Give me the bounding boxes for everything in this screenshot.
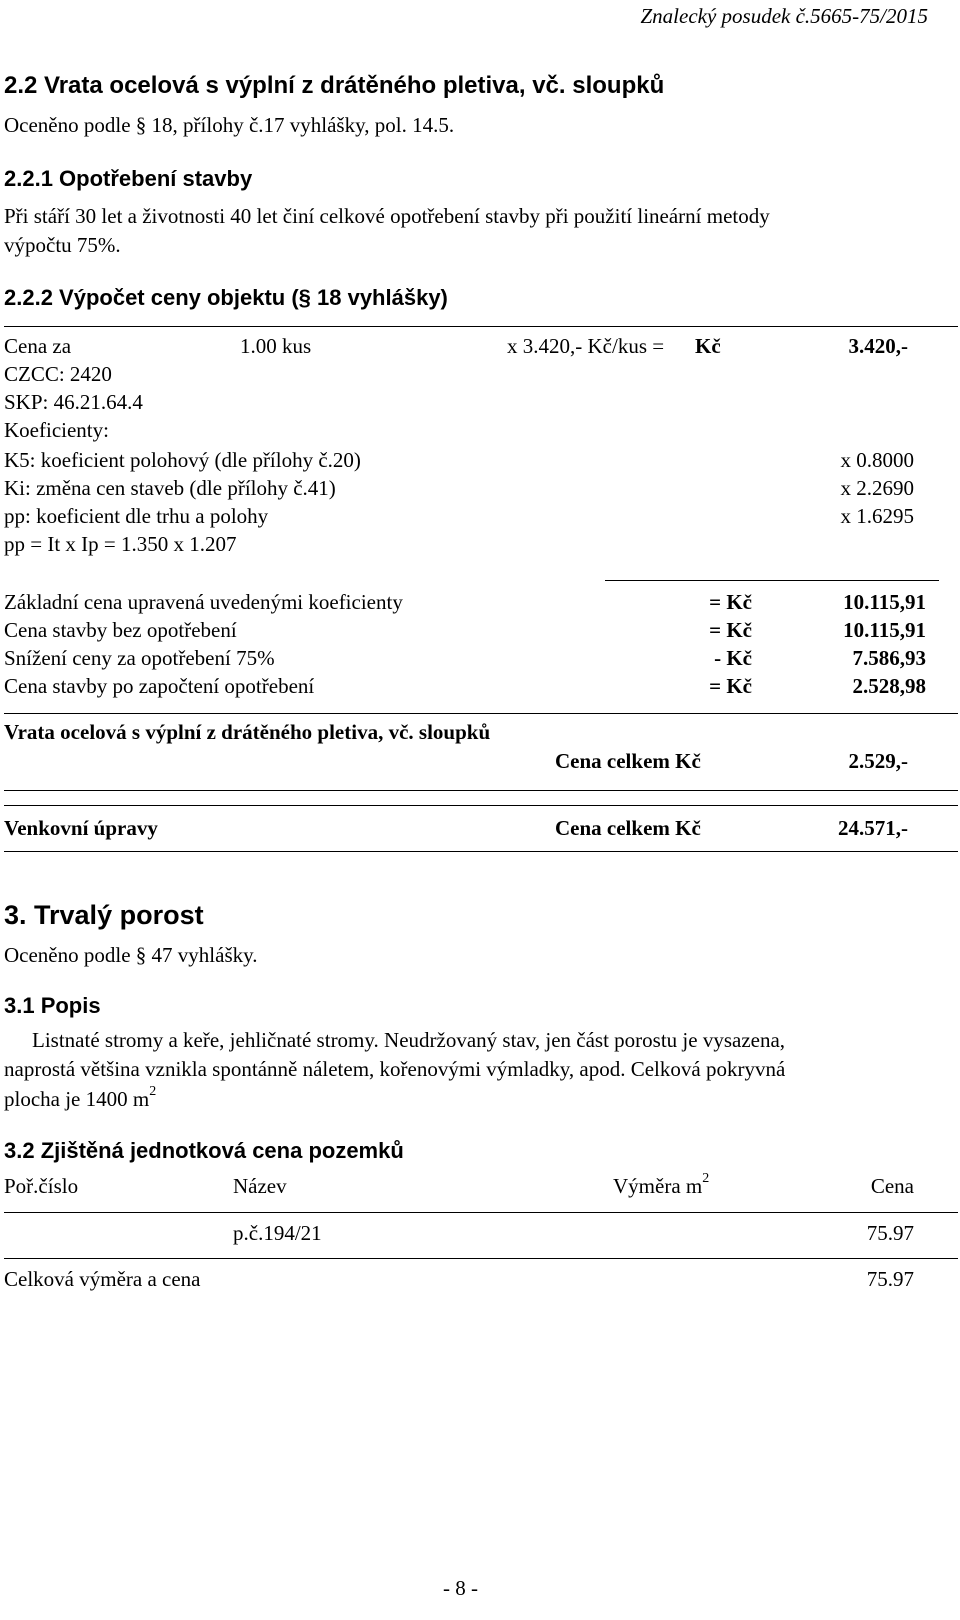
calc-row-op: = Kč [709, 590, 752, 614]
quantity: 1.00 kus [240, 334, 312, 358]
czcc-code: CZCC: 2420 [4, 362, 112, 386]
description-line2: naprostá většina vznikla spontánně náletem, kořenovými výmladky, apod. Celková pokryvná [4, 1057, 786, 1081]
superscript-2: 2 [149, 1084, 157, 1099]
unit-price: x 3.420,- Kč/kus = [507, 334, 665, 358]
calc-row-label: Cena stavby bez opotřebení [4, 618, 237, 642]
price-label: Cena za [4, 334, 72, 358]
outdoor-works-total-value: 24.571,- [838, 816, 908, 840]
section-heading-2-2-1: 2.2.1 Opotřebení stavby [4, 166, 253, 191]
description-line1: Listnaté stromy a keře, jehličnaté stromy. Neudržovaný stav, jen část porostu je vysazena, [32, 1028, 786, 1052]
outdoor-works-total-label: Cena celkem Kč [555, 816, 701, 840]
currency-label: Kč [695, 334, 721, 358]
coef-pp-value: x 1.6295 [840, 504, 914, 528]
coef-k5-label: K5: koeficient polohový (dle přílohy č.20) [4, 448, 361, 472]
table-divider [4, 1258, 958, 1259]
valuation-basis-3: Oceněno podle § 47 vyhlášky. [4, 943, 258, 967]
summary-total-label: Cena celkem Kč [555, 749, 701, 773]
divider [4, 790, 958, 791]
table-header-name: Název [233, 1174, 287, 1198]
divider [4, 805, 958, 806]
calc-row-value: 10.115,91 [843, 590, 926, 614]
coef-pp-label: pp: koeficient dle trhu a polohy [4, 504, 269, 528]
description-line3-text: plocha je 1400 m [4, 1087, 150, 1111]
table-header-area [613, 1173, 709, 1199]
calc-row-value: 2.528,98 [852, 674, 926, 698]
depreciation-text-line2: výpočtu 75%. [4, 233, 121, 257]
sum-underline [605, 580, 939, 581]
calc-row-op: = Kč [709, 674, 752, 698]
section-heading-3-2: 3.2 Zjištěná jednotková cena pozemků [4, 1138, 404, 1163]
divider [4, 851, 958, 852]
table-row-price: 75.97 [866, 1221, 914, 1245]
page-number: - 8 - [443, 1576, 478, 1600]
description-line3 [4, 1086, 156, 1112]
calc-row-op: = Kč [709, 618, 752, 642]
section-heading-2-2: 2.2 Vrata ocelová s výplní z drátěného pletiva, vč. sloupků [4, 72, 665, 99]
divider [4, 713, 958, 714]
divider [4, 326, 958, 327]
skp-code: SKP: 46.21.64.4 [4, 390, 143, 414]
document-header: Znalecký posudek č.5665-75/2015 [640, 4, 928, 28]
calc-row-op: - Kč [714, 646, 752, 670]
table-total-price: 75.97 [866, 1267, 914, 1291]
table-header-number: Poř.číslo [4, 1174, 79, 1198]
valuation-basis: Oceněno podle § 18, přílohy č.17 vyhlášky, pol. 14.5. [4, 113, 455, 137]
coefficients-label: Koeficienty: [4, 418, 109, 442]
table-total-label: Celková výměra a cena [4, 1267, 201, 1291]
table-header-price: Cena [870, 1174, 914, 1198]
section-heading-3: 3. Trvalý porost [4, 900, 204, 930]
section-heading-2-2-2: 2.2.2 Výpočet ceny objektu (§ 18 vyhlášky) [4, 285, 448, 310]
calc-row-value: 7.586,93 [852, 646, 926, 670]
calc-row-value: 10.115,91 [843, 618, 926, 642]
summary-total-value: 2.529,- [848, 749, 908, 773]
coef-ki-label: Ki: změna cen staveb (dle přílohy č.41) [4, 476, 336, 500]
table-header-area-text: Výměra m [613, 1174, 703, 1198]
section-heading-3-1: 3.1 Popis [4, 993, 101, 1018]
base-total: 3.420,- [848, 334, 908, 358]
depreciation-text-line1: Při stáří 30 let a životnosti 40 let činí celkové opotřebení stavby při použití lineární metody [4, 204, 770, 228]
calc-row-label: Snížení ceny za opotřebení 75% [4, 646, 275, 670]
table-divider [4, 1212, 958, 1213]
outdoor-works-label: Venkovní úpravy [4, 816, 158, 840]
pp-formula: pp = It x Ip = 1.350 x 1.207 [4, 532, 237, 556]
table-row-name: p.č.194/21 [233, 1221, 322, 1245]
coef-k5-value: x 0.8000 [840, 448, 914, 472]
calc-row-label: Základní cena upravená uvedenými koeficienty [4, 590, 403, 614]
summary-title: Vrata ocelová s výplní z drátěného pletiva, vč. sloupků [4, 720, 491, 744]
coef-ki-value: x 2.2690 [840, 476, 914, 500]
superscript-2: 2 [702, 1171, 710, 1186]
calc-row-label: Cena stavby po započtení opotřebení [4, 674, 315, 698]
